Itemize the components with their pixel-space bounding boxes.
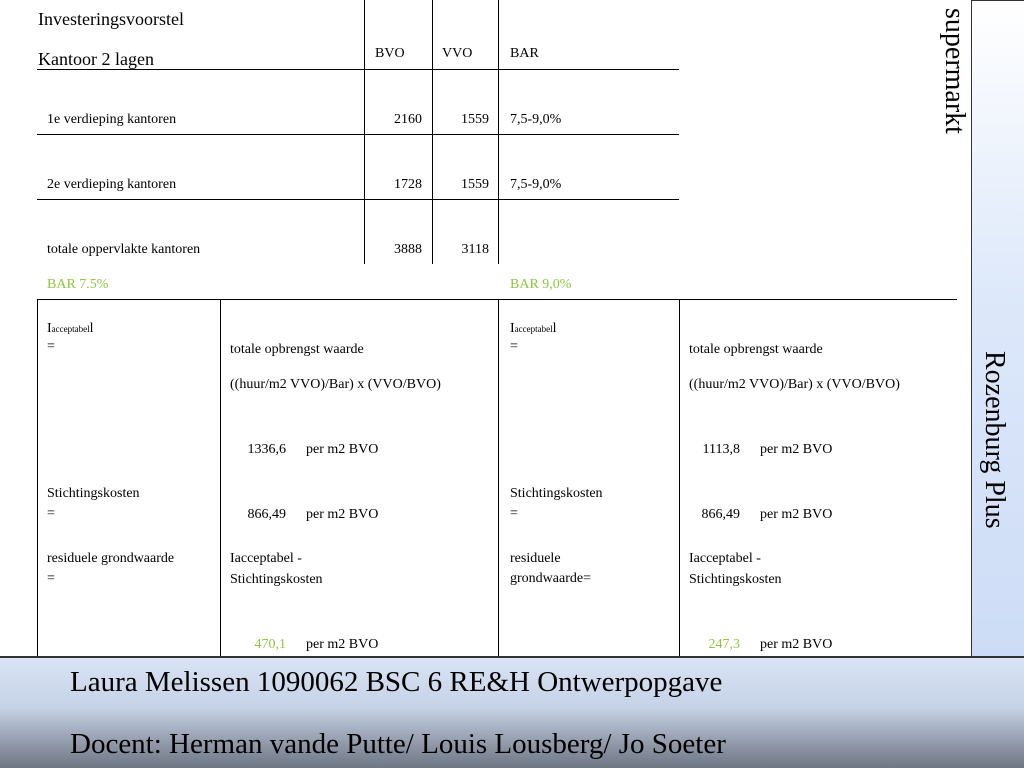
iacceptabel-value: 1113,8 bbox=[702, 442, 740, 457]
equals-sign: = bbox=[47, 339, 55, 354]
formula2-line1: Iacceptabel - bbox=[230, 551, 302, 566]
formula-text: ((huur/m2 VVO)/Bar) x (VVO/BVO) bbox=[689, 377, 900, 392]
table-column-line bbox=[432, 0, 433, 264]
footer-docent-line: Docent: Herman vande Putte/ Louis Lousberg/ Jo Soeter bbox=[70, 728, 726, 760]
iacceptabel-value: 1336,6 bbox=[247, 442, 286, 457]
residuele-label-line2: = bbox=[47, 571, 55, 586]
table-column-line bbox=[498, 0, 499, 264]
formula-text: ((huur/m2 VVO)/Bar) x (VVO/BVO) bbox=[230, 377, 441, 392]
table-cell-bar: 7,5-9,0% bbox=[510, 112, 562, 127]
unit-label: per m2 BVO bbox=[760, 442, 833, 457]
table-cell-vvo: 3118 bbox=[461, 242, 489, 257]
col-header-bar: BAR bbox=[510, 46, 539, 61]
table-divider bbox=[37, 69, 679, 70]
residuele-label-line2: grondwaarde= bbox=[510, 571, 591, 586]
rozenburg-sidebar bbox=[971, 0, 1024, 656]
stichtingskosten-value: 866,49 bbox=[701, 507, 740, 522]
unit-label: per m2 BVO bbox=[306, 507, 379, 522]
residuele-label: residuele grondwaarde bbox=[47, 551, 175, 566]
equals-sign: = bbox=[47, 506, 55, 521]
unit-label: per m2 BVO bbox=[306, 637, 379, 652]
table-cell-vvo: 1559 bbox=[461, 112, 489, 127]
rozenburg-label: Rozenburg Plus bbox=[979, 351, 1010, 529]
unit-label: per m2 BVO bbox=[760, 637, 833, 652]
grondwaarde-value: 470,1 bbox=[254, 637, 286, 652]
table-cell-bar: 7,5-9,0% bbox=[510, 177, 562, 192]
table-row-label: 1e verdieping kantoren bbox=[47, 112, 177, 127]
iacceptabel-label: Iacceptabell bbox=[510, 321, 557, 336]
table-cell-vvo: 1559 bbox=[461, 177, 489, 192]
grondwaarde-value: 247,3 bbox=[708, 637, 740, 652]
table-row-label: totale oppervlakte kantoren bbox=[47, 242, 201, 257]
table-divider bbox=[37, 134, 679, 135]
supermarkt-label: supermarkt bbox=[939, 8, 970, 134]
opbrengst-label: totale opbrengst waarde bbox=[230, 342, 364, 357]
formula2-line2: Stichtingskosten bbox=[230, 572, 323, 587]
col-header-vvo: VVO bbox=[442, 46, 473, 61]
table-divider bbox=[37, 199, 679, 200]
table-cell-bvo: 1728 bbox=[394, 177, 422, 192]
unit-label: per m2 BVO bbox=[760, 507, 833, 522]
bar-heading-left: BAR 7.5% bbox=[47, 277, 109, 292]
calc-column-line bbox=[37, 299, 38, 656]
col-header-bvo: BVO bbox=[375, 46, 405, 61]
calc-column-line bbox=[679, 299, 680, 656]
calc-column-line bbox=[498, 299, 499, 656]
equals-sign: = bbox=[510, 339, 518, 354]
bar-heading-right: BAR 9,0% bbox=[510, 277, 572, 292]
unit-label: per m2 BVO bbox=[306, 442, 379, 457]
opbrengst-label: totale opbrengst waarde bbox=[689, 342, 823, 357]
footer-author-line: Laura Melissen 1090062 BSC 6 RE&H Ontwerpopgave bbox=[70, 666, 723, 698]
page-subtitle: Kantoor 2 lagen bbox=[38, 49, 154, 69]
calc-column-line bbox=[220, 299, 221, 656]
stichtingskosten-value: 866,49 bbox=[247, 507, 286, 522]
table-row-label: 2e verdieping kantoren bbox=[47, 177, 177, 192]
footer-banner bbox=[0, 656, 1024, 768]
stichtingskosten-label: Stichtingskosten bbox=[510, 486, 603, 501]
table-cell-bvo: 2160 bbox=[394, 112, 422, 127]
calc-top-border bbox=[37, 299, 957, 300]
residuele-label: residuele bbox=[510, 551, 561, 566]
equals-sign: = bbox=[510, 506, 518, 521]
stichtingskosten-label: Stichtingskosten bbox=[47, 486, 140, 501]
table-cell-bvo: 3888 bbox=[394, 242, 422, 257]
formula2-line1: Iacceptabel - bbox=[689, 551, 761, 566]
iacceptabel-label: Iacceptabell bbox=[47, 321, 94, 336]
table-column-line bbox=[364, 0, 365, 264]
page-title: Investeringsvoorstel bbox=[38, 9, 184, 29]
formula2-line2: Stichtingskosten bbox=[689, 572, 782, 587]
